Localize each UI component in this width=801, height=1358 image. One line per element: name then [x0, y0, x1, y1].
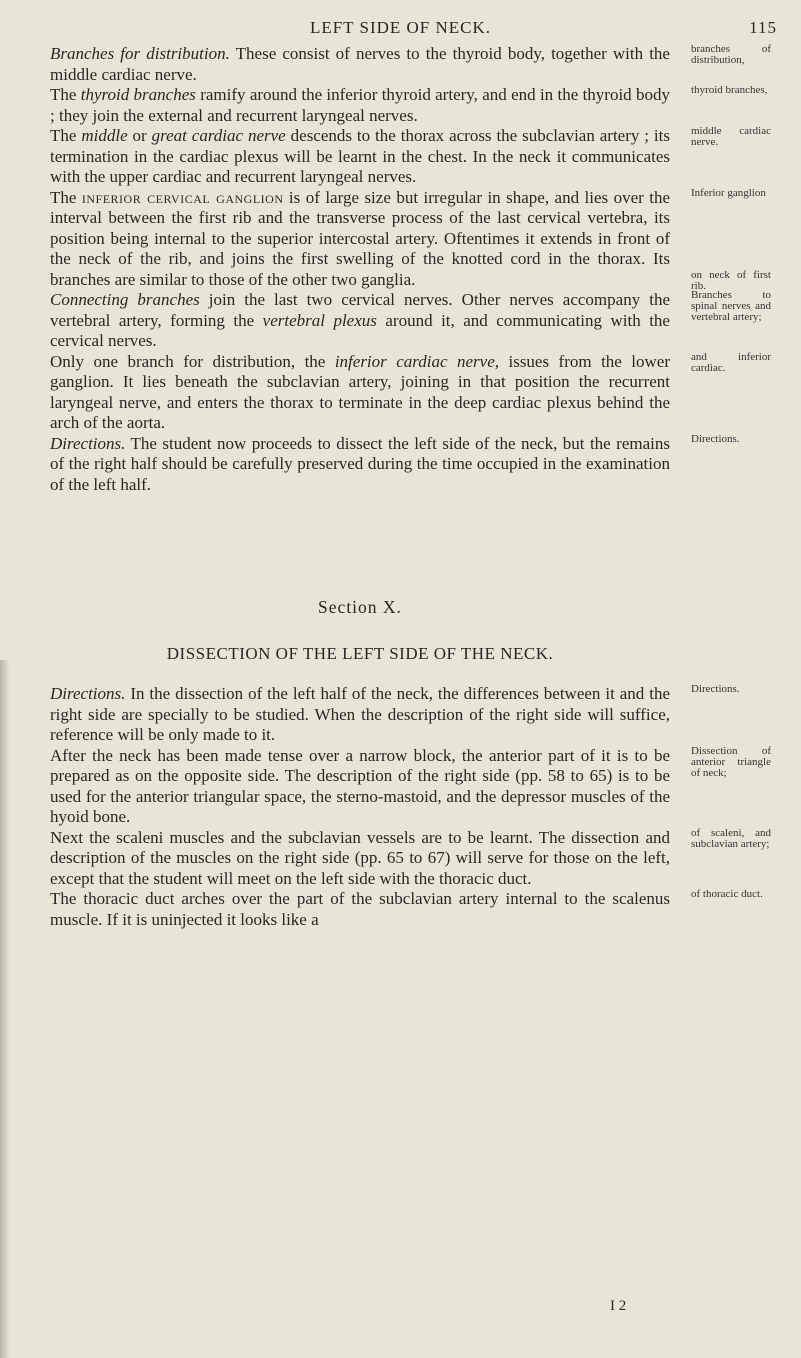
margin-note: branches of distribution, [691, 43, 771, 66]
paragraph-text: The [50, 85, 81, 104]
paragraph [50, 744, 771, 828]
lead-phrase: middle [81, 126, 128, 145]
margin-note: Branches to spinal nerves and vertebral artery; [691, 289, 771, 323]
margin-note: Directions. [691, 432, 740, 445]
margin-note: Directions. [691, 683, 740, 695]
paragraph-text: is of large size but irregular in shape, and lies over the interval between the first rib and the transverse process of the last cervical vertebra, its position being internal to the superior intercostal artery. Oftentimes it extends in front of the neck of the rib, and joins the first swelling of the knotted cord in the thorax. Its branches are similar to those of the other two ganglia. [50, 187, 670, 289]
section-subtitle: DISSECTION OF THE LEFT SIDE OF THE NECK. [166, 644, 554, 663]
margin-note: on neck of first rib. [691, 268, 771, 292]
running-header [0, 14, 801, 44]
paragraph-text: The [50, 187, 82, 207]
paragraph [50, 888, 763, 930]
paragraph-text: The student now proceeds to dissect the left side of the neck, but the remains of the right half should be carefully preserved during the time occupied in the examination of the left half. [50, 433, 670, 494]
spacer [50, 664, 770, 684]
margin-note: of scaleni, and subclavian artery; [691, 826, 771, 850]
paragraph-text: issues from the lower ganglion. It lies beneath the subclavian artery, joining in that position the recurrent laryngeal nerve, and enters the thorax to terminate in the deep cardiac plexus behind the arch of the aorta. [50, 351, 671, 432]
margin-note: Inferior ganglion [691, 186, 766, 199]
body-text [50, 44, 770, 930]
paragraph [50, 84, 768, 126]
paragraph-text: These consist of nerves to the thyroid body, together with the middle cardiac nerve. [50, 44, 670, 84]
paragraph-text: join the last two cervical nerves. Other nerves accompany the vertebral artery, forming the [50, 290, 670, 330]
section-title: Section X. [318, 597, 402, 617]
paragraph [50, 826, 771, 890]
paragraph [50, 186, 771, 292]
signature-mark: I 2 [610, 1298, 627, 1314]
paragraph-text: ramify around the inferior thyroid artery, and end in the thyroid body ; they join the external and recurrent laryngeal nerves. [50, 85, 670, 125]
spacer [50, 618, 770, 644]
smallcaps-heading: inferior cervical ganglion [81, 187, 284, 207]
paragraph-text: descends to the thorax across the subclavian artery ; its termination in the cardiac plexus will be learnt in the chest. In the neck it communicates with the upper cardiac and recurrent laryngeal nerves. [50, 126, 670, 186]
paragraph-text: After the neck has been made tense over a narrow block, the anterior part of it is to be prepared as on the opposite side. The description of the right side (pp. 58 to 65) is to be used for the anterior triangular space, the sterno-mastoid, and the depressor muscles of the hyoid bone. [50, 745, 670, 826]
paragraph [50, 350, 771, 434]
italic-term: inferior cardiac nerve, [334, 351, 500, 371]
paragraph-text: The [50, 126, 82, 145]
paragraph [50, 125, 771, 188]
paragraph-text: or [127, 126, 152, 145]
lead-phrase: Directions. [50, 684, 126, 703]
paragraph-text: Next the scaleni muscles and the subclavian vessels are to be learnt. The dissection and description of the muscles on the right side (pp. 65 to 67) will serve for those on the left, except that the student will meet on the left side with the thoracic duct. [50, 827, 670, 888]
paragraph-text: Only one branch for distribution, the [50, 351, 335, 371]
paragraph [50, 432, 740, 496]
page-shadow [0, 660, 10, 1358]
page-number: 115 [749, 18, 777, 37]
paragraph [50, 289, 771, 352]
margin-note: and inferior cardiac. [691, 350, 771, 374]
margin-note: Dissection of anterior triangle of neck; [691, 744, 771, 779]
lead-phrase: thyroid branches [80, 85, 196, 104]
margin-note: middle cardiac nerve. [691, 125, 771, 148]
italic-term: vertebral plexus [262, 310, 377, 330]
paragraph-text: The thoracic duct arches over the part of the subclavian artery internal to the scalenus muscle. If it is uninjected it looks like a [50, 889, 670, 929]
paragraph-text: around it, and communicating with the cervical nerves. [50, 310, 670, 350]
lead-phrase: Connecting branches [50, 290, 200, 309]
margin-note: of thoracic duct. [691, 888, 763, 900]
lead-phrase: great cardiac nerve [151, 126, 286, 145]
paragraph-text: In the dissection of the left half of the neck, the differences between it and the right side are specially to be studied. When the description of the right side will suffice, reference will be only made to it. [50, 684, 670, 744]
margin-note: thyroid branches, [691, 84, 768, 96]
running-title: LEFT SIDE OF NECK. [309, 18, 492, 37]
paragraph [50, 683, 740, 746]
lead-phrase: Directions. [50, 433, 126, 453]
spacer [50, 495, 770, 597]
paragraph [50, 43, 771, 85]
lead-phrase: Branches for distribution. [50, 44, 230, 63]
